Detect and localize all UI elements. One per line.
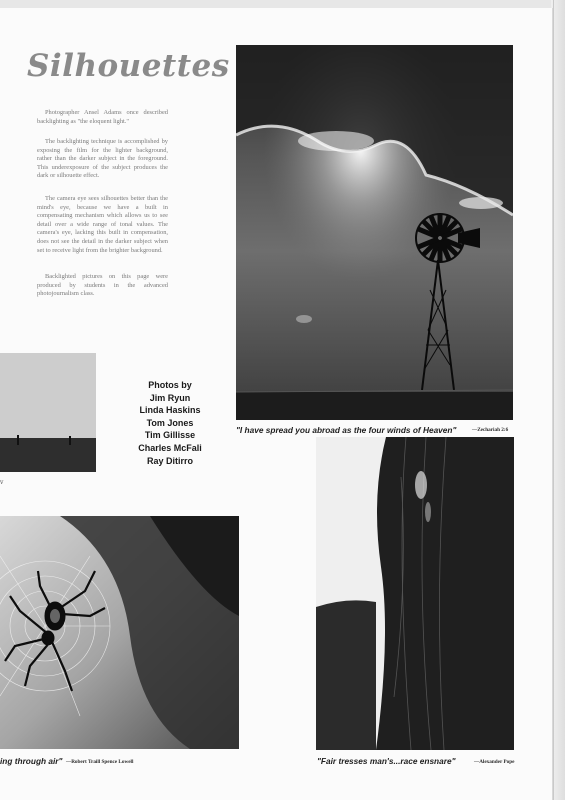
intro-paragraph: Photographer Ansel Adams once described backlighting as "the eloquent light." [37,109,168,125]
windmill-attribution: —Zechariah 2:6 [472,427,509,433]
windmill-photo [236,45,513,420]
intro-paragraph: The camera eye sees silhouettes better than the mind's eye, because we have a built in compensating mechanism which allows us to see detail over a wide range of tonal values. The camera's eye, lacking this built in compensation, does not see the detail in the darker subject when set to receive light from the brighter background. [37,195,168,254]
credit-name: Ray Ditirro [146,455,193,466]
spider-photo [0,516,239,749]
credits-heading: Photos by [148,380,192,390]
spider-caption: ing through air" [0,756,63,766]
credit-name: Tim Gillisse [144,430,196,441]
credit-name: Jim Ryun [149,392,191,403]
hair-photo [316,437,514,750]
spider-attribution: —Robert Traill Spence Lowell [66,759,134,765]
fence-photo [0,353,96,472]
page-edge [551,0,565,800]
hair-attribution: —Alexander Pope [474,759,515,765]
stray-mark: v [0,479,4,486]
windmill-caption: "I have spread you abroad as the four winds of Heaven" [236,425,457,435]
credit-name: Linda Haskins [139,405,201,416]
hair-caption: "Fair tresses man's...race ensnare" [317,756,456,766]
intro-paragraph: Backlighted pictures on this page were produced by students in the advanced photojournalism class. [37,273,168,298]
credit-name: Tom Jones [146,417,194,428]
credit-name: Charles McFali [138,442,202,453]
page-title: Silhouettes [27,48,230,84]
photo-credits [134,379,206,467]
intro-paragraph: The backlighting technique is accomplished by exposing the film for the lighter background, rather than the darker subject in the foreground. This underexposure of the subject produces the dark or silhouette effect. [37,138,168,180]
